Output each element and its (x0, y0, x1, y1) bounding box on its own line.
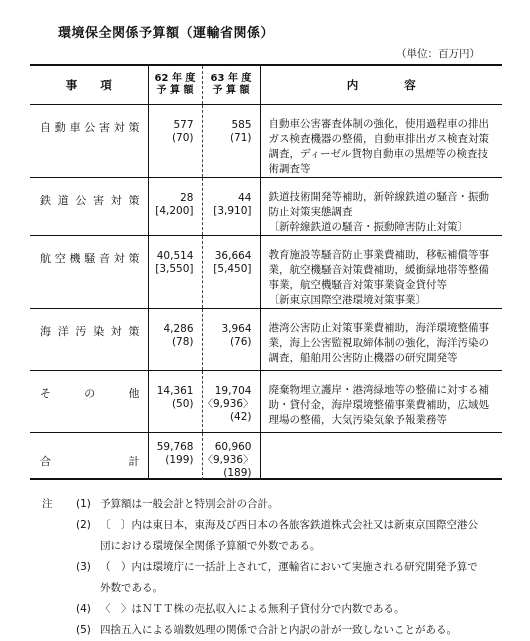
table-row (30, 178, 502, 236)
footnote-continuation: 団における環境保全関係予算額で外数である。 (100, 540, 321, 552)
footnote: 注 (1) 予算額は一般会計と特別会計の合計。 (42, 498, 279, 510)
header-fy63: 63 年 度 予 算 額 (202, 66, 260, 105)
row-fy62: 40,514 [3,550] (148, 236, 202, 309)
budget-table (30, 64, 502, 480)
footnotes (42, 494, 502, 641)
row-fy63: 36,664 [5,450] (202, 236, 260, 309)
row-content: 鉄道技術開発等補助，新幹線鉄道の騒音・振動防止対策実態調査 〔新幹線鉄道の騒音・振動障害防止対策〕 (260, 178, 502, 236)
header-fy62: 62 年 度 予 算 額 (148, 66, 202, 105)
row-content: 自動車公害審査体制の強化，使用過程車の排出ガス検査機器の整備，自動車排出ガス検査対策調査，ディーゼル貨物自動車の黒煙等の検査技術調査等 (260, 105, 502, 178)
footnote: (3) （ ）内は環境庁に一括計上されて，運輸省において実施される研究開発予算で (76, 561, 478, 573)
footnote: (2) 〔 〕内は東日本，東海及び西日本の各旅客鉄道株式会社又は新東京国際空港公 (76, 519, 478, 531)
row-fy62: 577 (70) (148, 105, 202, 178)
header-item: 事 項 (30, 66, 148, 105)
page-title: 環境保全関係予算額（運輸省関係） (58, 26, 275, 41)
row-fy63: 44 [3,910] (202, 178, 260, 236)
footnote: (4) 〈 〉はＮＴＴ株の売払収入による無利子貸付分で内数である。 (76, 603, 405, 615)
row-item: 鉄道公害対策 (30, 178, 148, 236)
row-item: 自動車公害対策 (30, 105, 148, 178)
table-row (30, 236, 502, 309)
footnote: (5) 四捨五入による端数処理の関係で合計と内訳の計が一致しないことがある。 (76, 624, 457, 636)
row-fy63: 585 (71) (202, 105, 260, 178)
row-content (260, 433, 502, 481)
row-content: 教育施設等騒音防止事業費補助，移転補償等事業，航空機騒音対策費補助，緩衝緑地帯等整備事業，航空機騒音対策事業資金貸付等 〔新東京国際空港環境対策事業〕 (260, 236, 502, 309)
table-row (30, 371, 502, 433)
row-fy63: 19,704 〈9,936〉 (42) (202, 371, 260, 433)
table-row (30, 105, 502, 178)
header-content: 内 容 (260, 66, 502, 105)
row-item: そ の 他 (30, 371, 148, 433)
row-fy63: 60,960 〈9,936〉 (189) (202, 433, 260, 481)
table-row-total (30, 433, 502, 481)
row-item: 合 計 (30, 433, 148, 481)
row-content: 廃棄物埋立護岸・港湾緑地等の整備に対する補助・貸付金，海岸環境整備事業費補助，広域処理場の整備，大気汚染気象予報業務等 (260, 371, 502, 433)
unit-label: （単位：百万円） (396, 48, 480, 60)
footnote-continuation: 外数である。 (100, 582, 163, 594)
row-content: 港湾公害防止対策事業費補助，海洋環境整備事業，海上公害監視取締体制の強化，海洋汚染の調査，船舶用公害防止機器の研究開発等 (260, 309, 502, 371)
row-content-bracket: 〔新幹線鉄道の騒音・振動障害防止対策〕 (268, 221, 468, 233)
row-fy62: 59,768 (199) (148, 433, 202, 481)
row-item: 海洋汚染対策 (30, 309, 148, 371)
row-fy63: 3,964 (76) (202, 309, 260, 371)
row-content-bracket: 〔新東京国際空港環境対策事業〕 (268, 294, 426, 306)
row-fy62: 28 [4,200] (148, 178, 202, 236)
row-fy62: 4,286 (78) (148, 309, 202, 371)
row-item: 航空機騒音対策 (30, 236, 148, 309)
row-fy62: 14,361 (50) (148, 371, 202, 433)
table-row (30, 309, 502, 371)
